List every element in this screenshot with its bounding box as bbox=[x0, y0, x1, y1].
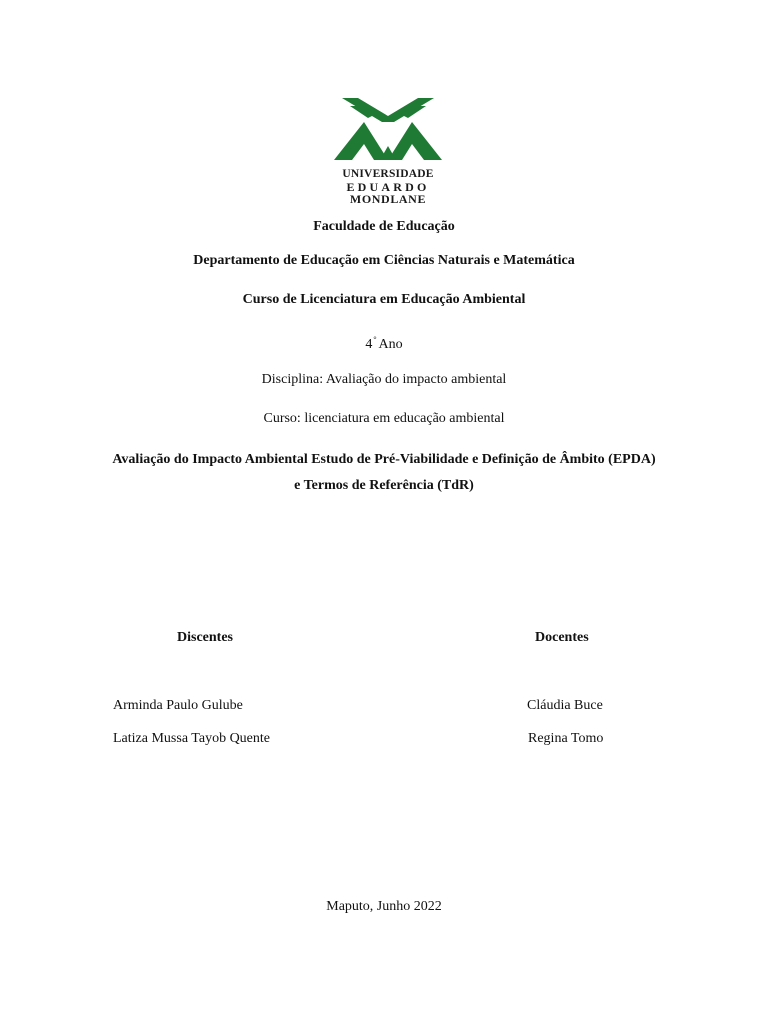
department-name: Departamento de Educação em Ciências Naturais e Matemática bbox=[193, 253, 575, 268]
year-number: 4 bbox=[365, 337, 373, 352]
curso-line: Curso: licenciatura em educação ambiental bbox=[263, 411, 505, 426]
students-heading: Discentes bbox=[177, 630, 233, 645]
student-name: Latiza Mussa Tayob Quente bbox=[113, 731, 270, 746]
course-name: Curso de Licenciatura em Educação Ambiental bbox=[242, 292, 526, 307]
student-name: Arminda Paulo Gulube bbox=[113, 698, 243, 713]
year-ordinal: ° bbox=[373, 335, 377, 344]
university-logo bbox=[328, 92, 448, 208]
logo-emblem-icon bbox=[328, 92, 448, 168]
discipline: Disciplina: Avaliação do impacto ambiental bbox=[261, 372, 507, 387]
teachers-heading: Docentes bbox=[535, 630, 589, 645]
teacher-name: Cláudia Buce bbox=[527, 698, 603, 713]
teacher-name: Regina Tomo bbox=[528, 731, 604, 746]
logo-text-line1: UNIVERSIDADE bbox=[342, 168, 434, 180]
year-of-study bbox=[0, 331, 768, 354]
logo-text-line2: EDUARDO bbox=[346, 180, 430, 194]
document-title-line1: Avaliação do Impacto Ambiental Estudo de Pré-Viabilidade e Definição de Âmbito (EPDA) bbox=[112, 452, 656, 467]
year-word: Ano bbox=[378, 337, 403, 352]
place-and-date: Maputo, Junho 2022 bbox=[326, 899, 442, 914]
faculty-name: Faculdade de Educação bbox=[313, 219, 455, 234]
logo-text-line3: MONDLANE bbox=[349, 192, 427, 206]
document-title-line2: e Termos de Referência (TdR) bbox=[294, 478, 474, 493]
